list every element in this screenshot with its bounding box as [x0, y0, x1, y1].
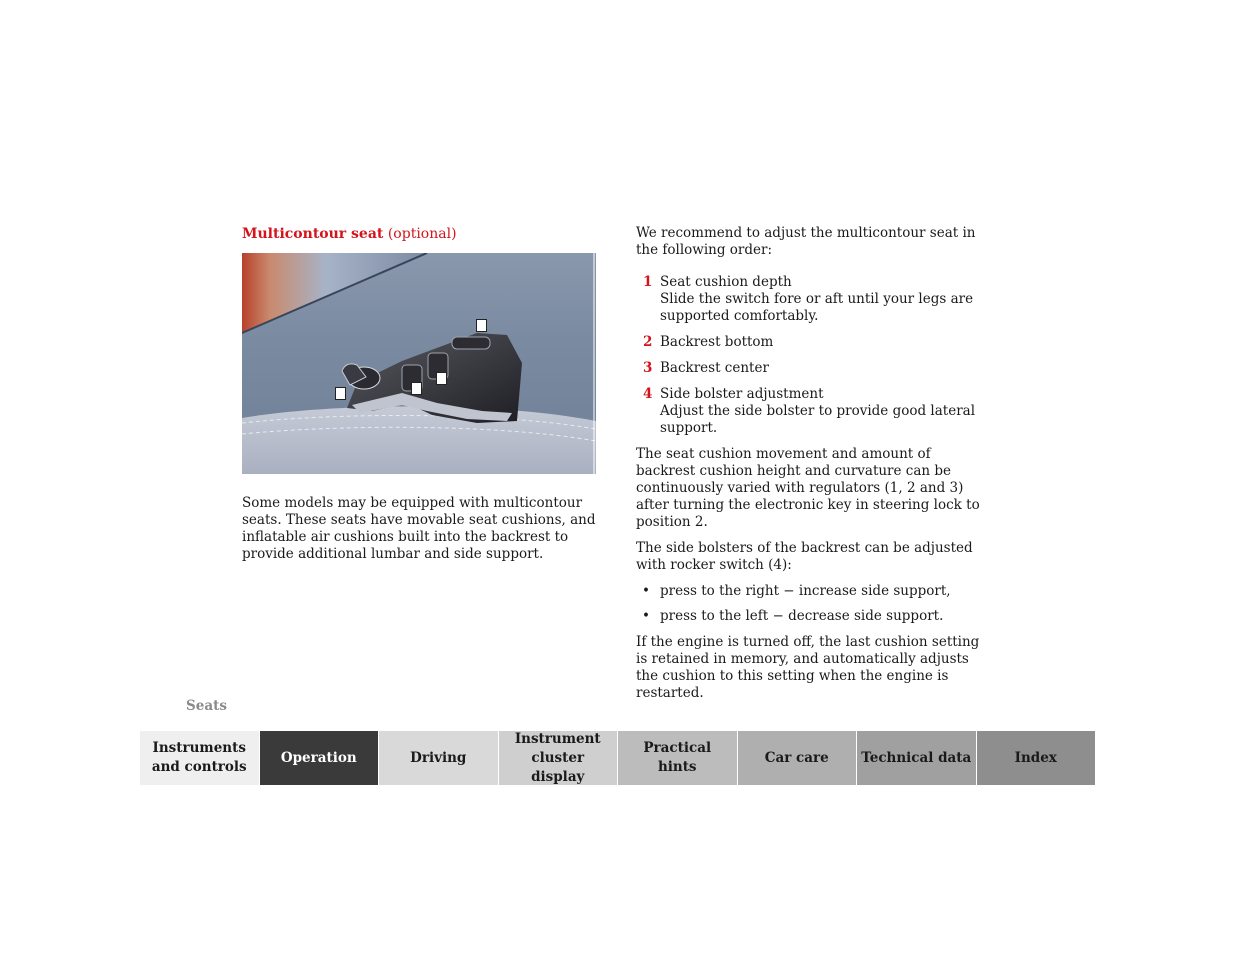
tab-driving[interactable]: Driving — [379, 731, 499, 785]
intro-paragraph: Some models may be equipped with multicontour seats. These seats have movable seat cushions, and inflatable air cushions built into the backrest to provide additional lumbar and side support. — [242, 495, 596, 562]
tab-practical-hints[interactable]: Practical hints — [618, 731, 738, 785]
section-title-optional: (optional) — [387, 226, 457, 242]
tab-index[interactable]: Index — [977, 731, 1096, 785]
tab-technical-data[interactable]: Technical data — [857, 731, 977, 785]
seat-switch-drawing — [242, 253, 596, 474]
tab-car-care[interactable]: Car care — [738, 731, 858, 785]
regulators-paragraph: The seat cushion movement and amount of backrest cushion height and curvature can be continuously varied with regulators (1, 2 and 3) after turning the electronic key in steering lock to position 2. — [636, 446, 980, 530]
step-detail: Adjust the side bolster to provide good lateral support. — [660, 403, 976, 436]
step-item — [636, 360, 986, 377]
section-title-main: Multicontour seat — [242, 226, 384, 242]
seat-switch-illustration — [242, 253, 596, 474]
page-section-label: Seats — [186, 698, 227, 714]
step-number: 2 — [643, 334, 653, 350]
step-title: Side bolster adjustment — [660, 386, 824, 402]
tab-operation[interactable]: Operation — [260, 731, 380, 785]
step-number: 3 — [643, 360, 653, 376]
callout-3 — [436, 372, 447, 385]
memory-paragraph: If the engine is turned off, the last cushion setting is retained in memory, and automatically adjusts the cushion to this setting when the engine is restarted. — [636, 634, 980, 701]
adjustment-steps — [636, 274, 986, 437]
bullet-text: press to the right − increase side support, — [660, 583, 951, 599]
chapter-nav — [140, 731, 1095, 785]
bullet-text: press to the left − decrease side support. — [660, 608, 944, 624]
callout-4 — [476, 319, 487, 332]
step-detail: Slide the switch fore or aft until your legs are supported comfortably. — [660, 291, 974, 324]
step-number: 1 — [643, 274, 653, 290]
bullet-icon: • — [642, 608, 650, 624]
tab-instrument-cluster-display[interactable]: Instrument cluster display — [499, 731, 619, 785]
step-number: 4 — [643, 386, 653, 402]
step-title: Seat cushion depth — [660, 274, 792, 290]
bullet-icon: • — [642, 583, 650, 599]
section-title — [242, 225, 602, 243]
lead-paragraph: We recommend to adjust the multicontour seat in the following order: — [636, 225, 976, 258]
callout-1 — [335, 387, 346, 400]
step-item — [636, 386, 986, 437]
bullet-item — [636, 608, 986, 625]
step-title: Backrest center — [660, 360, 769, 376]
bullet-item — [636, 583, 986, 600]
tab-instruments-and-controls[interactable]: Instruments and controls — [140, 731, 260, 785]
right-column — [636, 225, 986, 711]
side-bolster-paragraph: The side bolsters of the backrest can be adjusted with rocker switch (4): — [636, 540, 973, 573]
callout-2 — [411, 382, 422, 395]
step-title: Backrest bottom — [660, 334, 774, 350]
rocker-switch-list — [636, 583, 986, 625]
left-column — [242, 225, 602, 572]
step-item — [636, 274, 986, 325]
step-item — [636, 334, 986, 351]
